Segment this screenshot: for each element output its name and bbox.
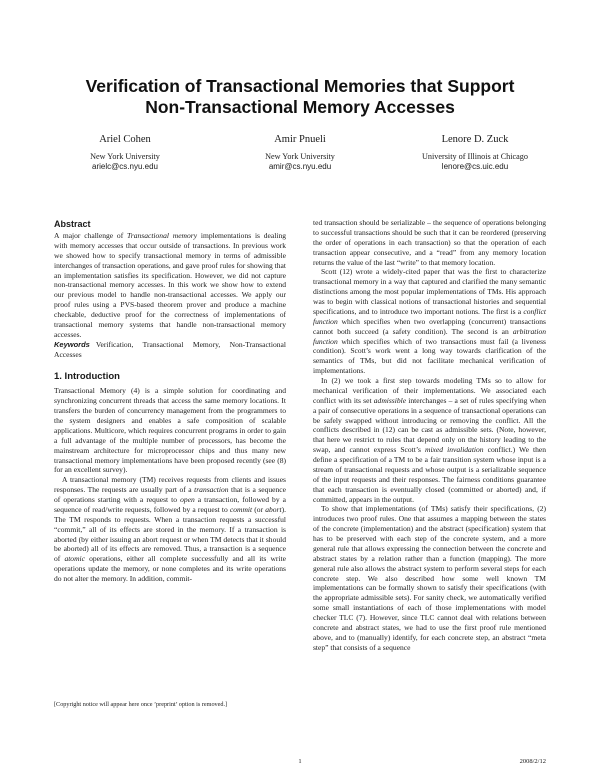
intro-paragraph-1: Transactional Memory (4) is a simple solution for coordinating and synchronizing concurrent threads that access the same memory locations. It transfers the burden of concurrency management from the programmers to the system designers and enables a safe composition of scalable applications. Multicore, which requires concurrent programs in order to gain a full advantage of the multiple number of processors, has become the mainstream architecture for microprocessor chips and thus many new transactional memory implementations have been proposed recently (see (8) for an excellent survey). bbox=[54, 386, 286, 475]
author-affiliation: University of Illinois at Chicago bbox=[422, 152, 528, 161]
footer-date: 2008/2/12 bbox=[519, 758, 546, 765]
right-paragraph-4: To show that implementations (of TMs) satisfy their specifications, (2) introduces two proof rules. One that assumes a mapping between the states of the concrete (implementation) and the abstract (specification) system that has to be preserved with each step of the concrete system, and a more general rule that allows expressing the connection between the concrete and abstract states by a relation rather than a function (mapping). The more general rule also allows the abstract system to perform several steps for each concrete step. We also described how some well known TM implementations can be formally shown to satisfy their specifications (with the appropriate admissible sets). For sanity check, we automatically verified some small instantiations of each of those implementations with model checker TLC (7). However, since TLC cannot deal with relations between concrete and abstract states, we had to use the first proof rule mentioned above, and to (manually) identify, for each concrete step, an abstract “meta step” that consists of a sequence bbox=[313, 504, 546, 652]
keywords-label: Keywords bbox=[54, 339, 90, 349]
author-name: Lenore D. Zuck bbox=[441, 134, 509, 145]
copyright-notice: [Copyright notice will appear here once ’preprint’ option is removed.] bbox=[54, 701, 228, 708]
author-1 bbox=[40, 133, 210, 172]
right-column bbox=[313, 218, 546, 653]
author-affiliation: New York University bbox=[265, 152, 335, 161]
abstract-text: A major challenge of Transactional memory implementations is dealing with memory accesses that occur outside of transactions. In previous work we showed how to specify transactional memory in terms of admissible interchanges of transaction operations, and gave proof rules for showing that an implementation satisfies its specification. However, we did not capture non-transactional memory accesses. In this work we show how to extend our previous model to handle non-transactional accesses. We apply our proof rules using a PVS-based theorem prover and produce a machine checkable, deductive proof for the correctness of implementations of transactional memory systems that handle non-transactional memory accesses. bbox=[54, 231, 286, 339]
section-heading-introduction: 1. Introduction bbox=[54, 371, 120, 383]
title-line-2: Non-Transactional Memory Accesses bbox=[145, 97, 455, 117]
intro-paragraph-2: A transactional memory (TM) receives requests from clients and issues responses. The requests are usually part of a transaction that is a sequence of operations starting with a request to open a transaction, followed by a sequence of read/write requests, followed by a request to commit (or abort). The TM responds to requests. When a transaction requests a successful “commit,” all of its effects are stored in the memory. If a transaction is aborted (by either issuing an abort request or when TM detects that it should be aborted) all of its effects are removed. Thus, a transaction is a sequence of atomic operations, either all complete successfully and all its write operations update the memory, or none completes and its write operations do not alter the memory. In addition, commit- bbox=[54, 475, 286, 583]
left-column bbox=[54, 218, 286, 584]
author-name: Ariel Cohen bbox=[99, 134, 151, 145]
author-2 bbox=[215, 133, 385, 172]
author-email: amir@cs.nyu.edu bbox=[268, 162, 332, 171]
right-paragraph-3: In (2) we took a first step towards modeling TMs so to allow for mechanical verification of their implementations. We associated each conflict with its set admissible interchanges – a set of rules specifying when a pair of consecutive operations in a sequence of transactional operations can be safely swapped without introducing or removing the conflict. All the conflicts described in (12) can be cast as admissible sets. (Note, however, that here we restrict to rules that depend only on the history leading to the swap, and cannot express Scott’s mixed invalidation conflict.) We then define a specification of a TM to be a fair transition system whose input is a stream of transactional requests and whose output is a serializable sequence of the input requests and their responses. The fairness conditions guarantee that each transaction is eventually closed (committed or aborted) and, if committed, appears in the output. bbox=[313, 376, 546, 504]
keywords-text: Verification, Transactional Memory, Non-Transactional Accesses bbox=[54, 339, 286, 359]
paper-title bbox=[60, 76, 540, 118]
right-paragraph-1: ted transaction should be serializable – the sequence of operations belonging to successful transactions should be such that it can be reordered (preserving the order of operations in each transaction) so that the operation of each transaction appear consecutive, and a “read” from any memory location returns the value of the last “write” to that memory location. bbox=[313, 218, 546, 267]
author-block bbox=[40, 133, 560, 183]
author-email: lenore@cs.uic.edu bbox=[441, 162, 509, 171]
author-name: Amir Pnueli bbox=[274, 134, 326, 145]
page-number: 1 bbox=[298, 758, 302, 765]
author-email: arielc@cs.nyu.edu bbox=[92, 162, 158, 171]
author-3 bbox=[390, 133, 560, 172]
abstract-heading: Abstract bbox=[54, 219, 91, 229]
author-affiliation: New York University bbox=[90, 152, 160, 161]
title-line-1: Verification of Transactional Memories that Support bbox=[85, 76, 515, 96]
right-paragraph-2: Scott (12) wrote a widely-cited paper that was the first to characterize transactional memory in a way that captured and clarified the many semantic distinctions among the most popular implementations of TMs. His approach was to begin with classical notions of transactional histories and sequential specifications, and to introduce two important notions. The first is a conflict function which specifies when two overlapping (concurrent) transactions cannot both succeed (a safety condition). The second is an arbitration function which specifies which of two transactions must fail (a liveness condition). Scott’s work went a long way towards clarification of the semantics of TMs, but did not facilitate mechanical verification of implementations. bbox=[313, 267, 546, 376]
keywords bbox=[54, 340, 286, 360]
